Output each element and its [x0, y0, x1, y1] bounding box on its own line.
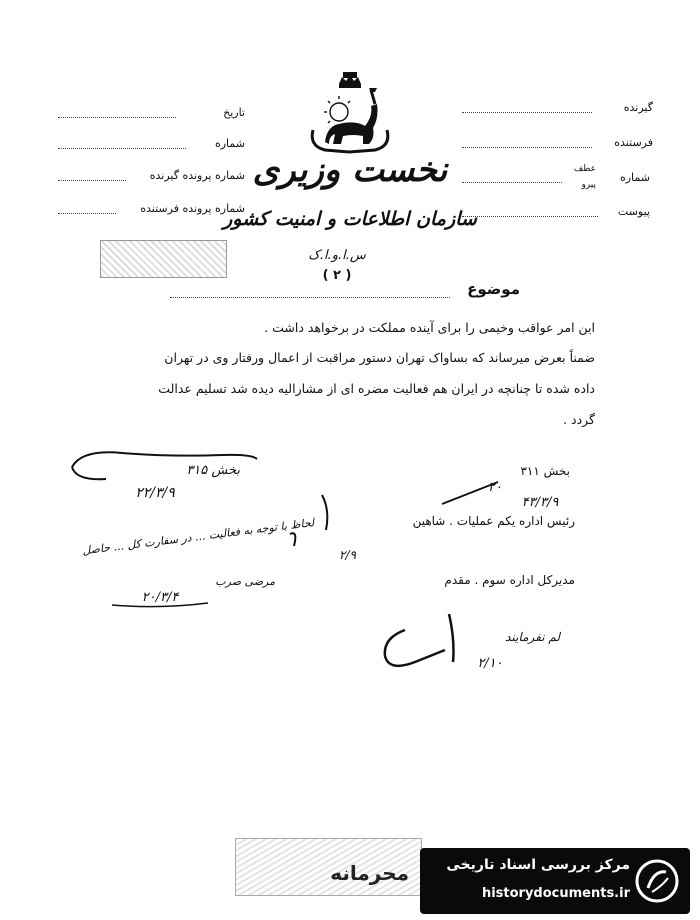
handwritten-note-2: مرضی صرب	[215, 575, 275, 588]
archive-watermark	[420, 848, 690, 914]
sender-field	[462, 147, 592, 148]
signature-line-2: مدیرکل اداره سوم . مقدم	[444, 573, 575, 587]
faded-stamp-top	[100, 240, 227, 278]
receiver-file-field	[58, 180, 126, 181]
document-title: نخست وزیری	[252, 150, 448, 190]
body-line-2: ضمناً بعرض میرساند که بساواک تهران دستور مراقبت از اعمال ورفتار وی در تهران	[164, 350, 595, 365]
recipient-label: گیرنده	[623, 101, 653, 114]
date-label: تاریخ	[223, 106, 245, 119]
final-note: لم نفرمایند	[505, 630, 560, 644]
body-line-1: این امر عواقب وخیمی را برای آینده مملکت در برخواهد داشت .	[264, 320, 595, 335]
copy-number: ( ۲ )	[322, 268, 352, 283]
middle-date: ۲/۹	[339, 548, 356, 562]
right-section-label: بخش ۳۱۱	[520, 464, 570, 478]
handwritten-note-1: لحاظ با توجه به فعالیت ... در سفارت کل ... حاصل	[81, 516, 315, 558]
subject-field	[170, 297, 450, 298]
sender-file-field	[58, 213, 116, 214]
archive-logo-icon	[634, 858, 680, 904]
sender-label: فرستنده	[614, 136, 653, 149]
watermark-url: historydocuments.ir	[481, 886, 630, 901]
lion-and-sun-emblem-icon	[305, 70, 395, 155]
date-field	[58, 117, 176, 118]
right-num: ۲۰	[488, 480, 502, 495]
underline-stroke-icon	[110, 600, 210, 610]
organization-name: سازمان اطلاعات و امنیت کشور	[223, 208, 477, 230]
handwritten-note-1b	[6, 509, 94, 528]
confidential-stamp-text: محرمانه	[330, 861, 409, 885]
confidential-stamp	[235, 838, 422, 896]
atf-mark: عطف	[573, 164, 596, 174]
number-label: شماره	[214, 137, 245, 150]
right-date: ۴۳/۳/۹	[521, 495, 559, 510]
body-line-3: داده شده تا چنانچه در ایران هم فعالیت مضره ای از مشارالیه دیده شد تسلیم عدالت	[158, 381, 595, 396]
left-section-label: بخش ۳۱۵	[186, 463, 240, 478]
receiver-file-label: شماره پرونده گیرنده	[149, 169, 245, 182]
watermark-title: مرکز بررسی اسناد تاریخی	[446, 857, 630, 873]
subject-label: موضوع	[467, 280, 520, 298]
right-checkmark-icon	[440, 478, 500, 508]
reference-code: س.ا.و.ا.ک	[308, 248, 366, 263]
payro-mark: پیرو	[581, 180, 596, 190]
handwritten-date: ۲۰/۳/۴	[141, 590, 179, 605]
recipient-field	[462, 112, 592, 113]
attachment-label: پیوست	[617, 205, 650, 218]
left-date: ۲۲/۳/۹	[135, 485, 175, 501]
body-line-4: گردد .	[563, 412, 595, 427]
final-date: ۲/۱۰	[477, 656, 503, 671]
ref-number-label: شماره	[619, 171, 650, 184]
sender-file-label: شماره پرونده فرستنده	[140, 202, 245, 215]
signature-line-1: رئیس اداره یکم عملیات . شاهین	[412, 514, 575, 528]
ref-number-field	[462, 182, 562, 183]
number-field	[58, 148, 186, 149]
